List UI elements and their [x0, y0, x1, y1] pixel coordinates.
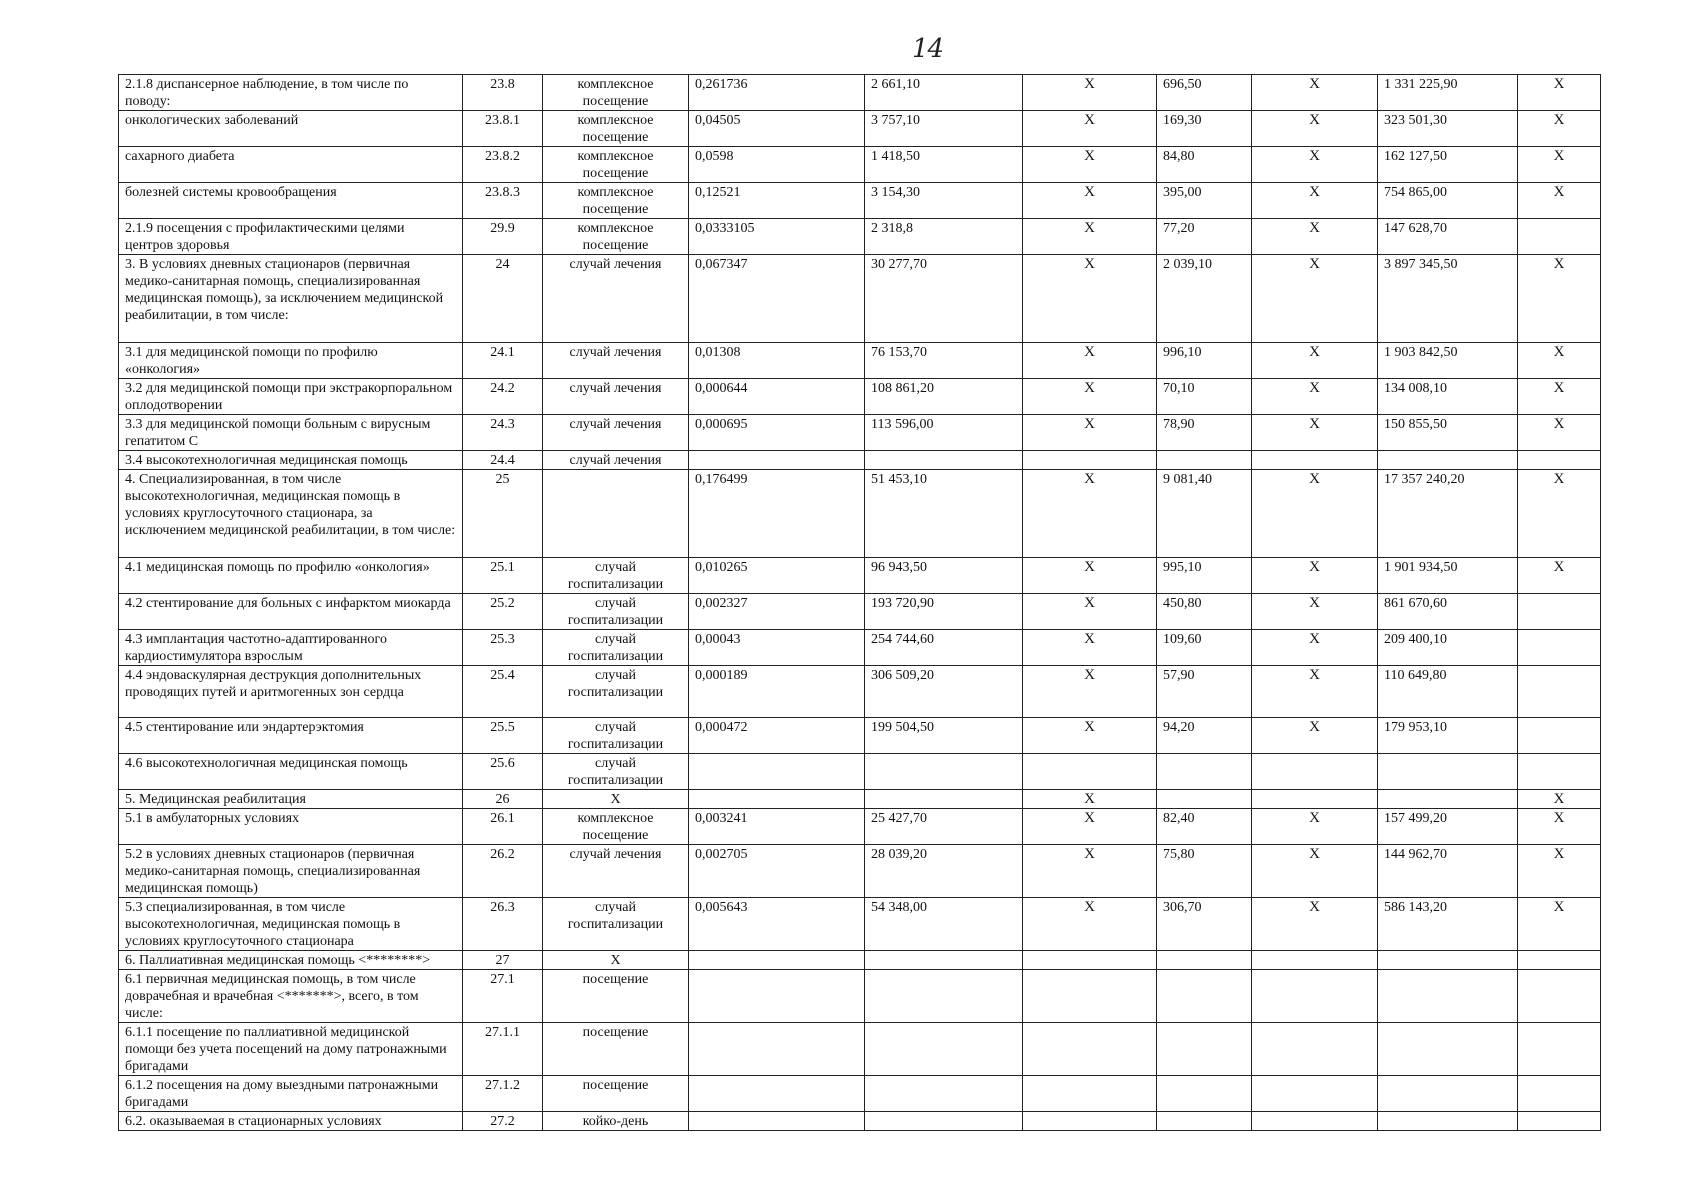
row-cost-value: 113 596,00	[865, 415, 1023, 451]
row-mark-3	[1518, 970, 1601, 1023]
row-unit: случай госпитализации	[543, 898, 689, 951]
row-code: 26.1	[463, 809, 543, 845]
row-code: 24	[463, 255, 543, 343]
row-amount-2: 323 501,30	[1378, 111, 1518, 147]
row-name: 4.1 медицинская помощь по профилю «онкология»	[119, 558, 463, 594]
row-mark-2: X	[1252, 75, 1378, 111]
row-unit: X	[543, 951, 689, 970]
row-name: 4.2 стентирование для больных с инфарктом миокарда	[119, 594, 463, 630]
row-unit: комплексное посещение	[543, 183, 689, 219]
row-cost-value: 28 039,20	[865, 845, 1023, 898]
row-amount-2	[1378, 970, 1518, 1023]
row-norm-value	[689, 951, 865, 970]
row-mark-1	[1023, 1023, 1157, 1076]
row-mark-3: X	[1518, 111, 1601, 147]
row-norm-value: 0,261736	[689, 75, 865, 111]
row-amount-2: 134 008,10	[1378, 379, 1518, 415]
row-mark-1: X	[1023, 898, 1157, 951]
row-mark-3: X	[1518, 147, 1601, 183]
row-mark-2: X	[1252, 718, 1378, 754]
table-row	[119, 183, 1601, 219]
row-mark-1	[1023, 1112, 1157, 1131]
row-amount-1: 169,30	[1157, 111, 1252, 147]
row-amount-1: 70,10	[1157, 379, 1252, 415]
row-mark-2: X	[1252, 845, 1378, 898]
row-mark-1: X	[1023, 75, 1157, 111]
table-row	[119, 219, 1601, 255]
row-amount-2: 754 865,00	[1378, 183, 1518, 219]
row-cost-value: 25 427,70	[865, 809, 1023, 845]
row-amount-1	[1157, 1076, 1252, 1112]
table-row	[119, 970, 1601, 1023]
row-amount-1: 996,10	[1157, 343, 1252, 379]
row-unit: случай госпитализации	[543, 754, 689, 790]
row-unit: X	[543, 790, 689, 809]
row-mark-2	[1252, 790, 1378, 809]
row-cost-value	[865, 970, 1023, 1023]
row-mark-1: X	[1023, 845, 1157, 898]
row-mark-1: X	[1023, 415, 1157, 451]
row-amount-1: 77,20	[1157, 219, 1252, 255]
row-mark-2: X	[1252, 898, 1378, 951]
row-amount-2	[1378, 1023, 1518, 1076]
row-norm-value: 0,04505	[689, 111, 865, 147]
row-amount-2: 1 901 934,50	[1378, 558, 1518, 594]
row-mark-2	[1252, 951, 1378, 970]
row-cost-value: 199 504,50	[865, 718, 1023, 754]
row-amount-2: 144 962,70	[1378, 845, 1518, 898]
row-amount-2: 157 499,20	[1378, 809, 1518, 845]
row-mark-3	[1518, 451, 1601, 470]
row-mark-2	[1252, 1076, 1378, 1112]
row-name: 2.1.8 диспансерное наблюдение, в том числе по поводу:	[119, 75, 463, 111]
row-code: 27.2	[463, 1112, 543, 1131]
row-mark-3	[1518, 718, 1601, 754]
row-norm-value: 0,00043	[689, 630, 865, 666]
row-unit: случай госпитализации	[543, 718, 689, 754]
row-norm-value: 0,002705	[689, 845, 865, 898]
row-cost-value	[865, 451, 1023, 470]
table-row	[119, 951, 1601, 970]
table-row	[119, 1076, 1601, 1112]
table-row	[119, 255, 1601, 343]
row-name: 4.6 высокотехнологичная медицинская помощь	[119, 754, 463, 790]
row-norm-value: 0,000644	[689, 379, 865, 415]
row-amount-1	[1157, 790, 1252, 809]
table-row	[119, 809, 1601, 845]
row-mark-1: X	[1023, 558, 1157, 594]
row-cost-value: 193 720,90	[865, 594, 1023, 630]
row-mark-2: X	[1252, 255, 1378, 343]
row-amount-1: 9 081,40	[1157, 470, 1252, 558]
row-mark-1: X	[1023, 343, 1157, 379]
row-mark-3	[1518, 630, 1601, 666]
row-unit: комплексное посещение	[543, 147, 689, 183]
table-row	[119, 845, 1601, 898]
row-mark-3: X	[1518, 183, 1601, 219]
row-mark-1	[1023, 951, 1157, 970]
row-name: 4.3 имплантация частотно-адаптированного кардиостимулятора взрослым	[119, 630, 463, 666]
row-amount-1: 57,90	[1157, 666, 1252, 718]
row-amount-1: 75,80	[1157, 845, 1252, 898]
row-mark-1: X	[1023, 666, 1157, 718]
row-code: 24.1	[463, 343, 543, 379]
row-code: 25.4	[463, 666, 543, 718]
table-row	[119, 343, 1601, 379]
row-mark-3: X	[1518, 415, 1601, 451]
row-mark-1	[1023, 1076, 1157, 1112]
row-norm-value	[689, 1112, 865, 1131]
row-mark-3	[1518, 1076, 1601, 1112]
row-mark-1: X	[1023, 594, 1157, 630]
row-name: 3.4 высокотехнологичная медицинская помощь	[119, 451, 463, 470]
row-name: 5.3 специализированная, в том числе высокотехнологичная, медицинская помощь в условиях круглосуточного стационара	[119, 898, 463, 951]
row-amount-2: 1 903 842,50	[1378, 343, 1518, 379]
row-mark-2: X	[1252, 809, 1378, 845]
row-name: 3.3 для медицинской помощи больным с вирусным гепатитом С	[119, 415, 463, 451]
row-cost-value: 51 453,10	[865, 470, 1023, 558]
row-cost-value: 76 153,70	[865, 343, 1023, 379]
row-name: 3. В условиях дневных стационаров (первичная медико-санитарная помощь, специализированная медицинская помощь), за исключением медицинской реабилитации, в том числе:	[119, 255, 463, 343]
row-cost-value: 306 509,20	[865, 666, 1023, 718]
row-mark-2: X	[1252, 111, 1378, 147]
row-cost-value: 30 277,70	[865, 255, 1023, 343]
row-amount-1	[1157, 970, 1252, 1023]
row-amount-2	[1378, 1112, 1518, 1131]
table-row	[119, 147, 1601, 183]
row-cost-value	[865, 754, 1023, 790]
row-mark-3	[1518, 219, 1601, 255]
row-norm-value	[689, 1023, 865, 1076]
row-cost-value: 108 861,20	[865, 379, 1023, 415]
row-amount-1: 94,20	[1157, 718, 1252, 754]
row-mark-2	[1252, 754, 1378, 790]
row-unit: комплексное посещение	[543, 219, 689, 255]
row-mark-3	[1518, 1112, 1601, 1131]
row-cost-value: 3 757,10	[865, 111, 1023, 147]
table-row	[119, 630, 1601, 666]
row-name: 3.1 для медицинской помощи по профилю «онкология»	[119, 343, 463, 379]
row-mark-1: X	[1023, 379, 1157, 415]
row-amount-2: 147 628,70	[1378, 219, 1518, 255]
row-amount-1: 78,90	[1157, 415, 1252, 451]
row-name: 4.4 эндоваскулярная деструкция дополнительных проводящих путей и аритмогенных зон сердца	[119, 666, 463, 718]
row-name: 6. Паллиативная медицинская помощь <********>	[119, 951, 463, 970]
row-mark-3	[1518, 951, 1601, 970]
row-unit: посещение	[543, 1023, 689, 1076]
row-cost-value: 54 348,00	[865, 898, 1023, 951]
row-amount-2: 3 897 345,50	[1378, 255, 1518, 343]
row-unit: случай лечения	[543, 845, 689, 898]
row-norm-value: 0,0598	[689, 147, 865, 183]
row-mark-1: X	[1023, 470, 1157, 558]
row-code: 23.8.3	[463, 183, 543, 219]
row-code: 25.1	[463, 558, 543, 594]
row-code: 24.2	[463, 379, 543, 415]
row-norm-value	[689, 754, 865, 790]
row-name: 3.2 для медицинской помощи при экстракорпоральном оплодотворении	[119, 379, 463, 415]
row-code: 23.8	[463, 75, 543, 111]
row-amount-2: 17 357 240,20	[1378, 470, 1518, 558]
row-amount-2: 179 953,10	[1378, 718, 1518, 754]
row-unit: случай госпитализации	[543, 594, 689, 630]
row-code: 26.2	[463, 845, 543, 898]
row-mark-2	[1252, 970, 1378, 1023]
row-mark-2: X	[1252, 343, 1378, 379]
row-norm-value: 0,005643	[689, 898, 865, 951]
page-number: 14	[912, 34, 944, 64]
row-norm-value	[689, 790, 865, 809]
row-amount-1	[1157, 1023, 1252, 1076]
row-amount-2	[1378, 790, 1518, 809]
row-mark-2: X	[1252, 415, 1378, 451]
row-name: 6.2. оказываемая в стационарных условиях	[119, 1112, 463, 1131]
row-mark-3	[1518, 1023, 1601, 1076]
row-mark-3	[1518, 754, 1601, 790]
row-mark-3: X	[1518, 255, 1601, 343]
row-name: 5.2 в условиях дневных стационаров (первичная медико-санитарная помощь, специализированная медицинская помощь)	[119, 845, 463, 898]
row-code: 23.8.1	[463, 111, 543, 147]
row-amount-1: 2 039,10	[1157, 255, 1252, 343]
row-amount-2	[1378, 451, 1518, 470]
row-name: 6.1.1 посещение по паллиативной медицинской помощи без учета посещений на дому патронажными бригадами	[119, 1023, 463, 1076]
row-amount-1: 109,60	[1157, 630, 1252, 666]
row-mark-2: X	[1252, 219, 1378, 255]
row-code: 27	[463, 951, 543, 970]
row-amount-2: 861 670,60	[1378, 594, 1518, 630]
row-unit: посещение	[543, 1076, 689, 1112]
table-row	[119, 898, 1601, 951]
row-mark-1: X	[1023, 718, 1157, 754]
row-unit: случай госпитализации	[543, 666, 689, 718]
row-norm-value: 0,0333105	[689, 219, 865, 255]
row-unit	[543, 470, 689, 558]
row-mark-2: X	[1252, 666, 1378, 718]
table-row	[119, 666, 1601, 718]
row-norm-value: 0,01308	[689, 343, 865, 379]
row-amount-2: 150 855,50	[1378, 415, 1518, 451]
row-code: 27.1	[463, 970, 543, 1023]
row-norm-value: 0,002327	[689, 594, 865, 630]
row-code: 23.8.2	[463, 147, 543, 183]
table-row	[119, 754, 1601, 790]
row-mark-1	[1023, 754, 1157, 790]
table-row	[119, 451, 1601, 470]
row-norm-value: 0,000472	[689, 718, 865, 754]
row-amount-1: 82,40	[1157, 809, 1252, 845]
row-code: 26	[463, 790, 543, 809]
row-mark-3: X	[1518, 845, 1601, 898]
row-mark-1: X	[1023, 255, 1157, 343]
row-unit: койко-день	[543, 1112, 689, 1131]
row-name: сахарного диабета	[119, 147, 463, 183]
row-amount-1: 395,00	[1157, 183, 1252, 219]
row-mark-1: X	[1023, 219, 1157, 255]
row-name: 6.1.2 посещения на дому выездными патронажными бригадами	[119, 1076, 463, 1112]
row-norm-value: 0,067347	[689, 255, 865, 343]
row-mark-1	[1023, 970, 1157, 1023]
table-row	[119, 1023, 1601, 1076]
table-row	[119, 111, 1601, 147]
row-amount-2	[1378, 951, 1518, 970]
row-mark-2: X	[1252, 147, 1378, 183]
row-name: 5. Медицинская реабилитация	[119, 790, 463, 809]
row-unit: комплексное посещение	[543, 75, 689, 111]
medical-care-norms-table	[118, 74, 1601, 1131]
table-row	[119, 470, 1601, 558]
row-amount-1	[1157, 1112, 1252, 1131]
row-amount-1: 306,70	[1157, 898, 1252, 951]
row-code: 27.1.2	[463, 1076, 543, 1112]
row-mark-2: X	[1252, 183, 1378, 219]
row-name: 2.1.9 посещения с профилактическими целями центров здоровья	[119, 219, 463, 255]
row-mark-1: X	[1023, 630, 1157, 666]
row-norm-value: 0,12521	[689, 183, 865, 219]
row-code: 25.3	[463, 630, 543, 666]
row-cost-value	[865, 1076, 1023, 1112]
row-name: 6.1 первичная медицинская помощь, в том числе доврачебная и врачебная <*******>, всего, в том числе:	[119, 970, 463, 1023]
row-unit: комплексное посещение	[543, 111, 689, 147]
row-mark-3: X	[1518, 558, 1601, 594]
row-cost-value: 1 418,50	[865, 147, 1023, 183]
row-cost-value	[865, 951, 1023, 970]
row-unit: случай лечения	[543, 451, 689, 470]
row-amount-2: 162 127,50	[1378, 147, 1518, 183]
row-name: 5.1 в амбулаторных условиях	[119, 809, 463, 845]
row-amount-1: 84,80	[1157, 147, 1252, 183]
row-mark-3: X	[1518, 790, 1601, 809]
row-code: 26.3	[463, 898, 543, 951]
row-mark-3: X	[1518, 470, 1601, 558]
row-code: 27.1.1	[463, 1023, 543, 1076]
table-row	[119, 379, 1601, 415]
row-mark-3: X	[1518, 379, 1601, 415]
row-norm-value: 0,000189	[689, 666, 865, 718]
table-row	[119, 718, 1601, 754]
row-norm-value	[689, 1076, 865, 1112]
row-mark-2: X	[1252, 594, 1378, 630]
row-mark-1: X	[1023, 809, 1157, 845]
row-amount-1: 450,80	[1157, 594, 1252, 630]
row-code: 25.5	[463, 718, 543, 754]
row-mark-2: X	[1252, 630, 1378, 666]
row-code: 25.2	[463, 594, 543, 630]
row-cost-value	[865, 1112, 1023, 1131]
row-amount-2	[1378, 754, 1518, 790]
row-name: онкологических заболеваний	[119, 111, 463, 147]
row-cost-value: 2 318,8	[865, 219, 1023, 255]
row-name: 4. Специализированная, в том числе высокотехнологичная, медицинская помощь в условиях круглосуточного стационара, за исключением медицинской реабилитации, в том числе:	[119, 470, 463, 558]
table-row	[119, 558, 1601, 594]
row-norm-value: 0,003241	[689, 809, 865, 845]
row-norm-value	[689, 970, 865, 1023]
row-code: 25.6	[463, 754, 543, 790]
row-unit: посещение	[543, 970, 689, 1023]
row-unit: комплексное посещение	[543, 809, 689, 845]
row-name: болезней системы кровообращения	[119, 183, 463, 219]
row-code: 25	[463, 470, 543, 558]
row-norm-value: 0,000695	[689, 415, 865, 451]
row-norm-value	[689, 451, 865, 470]
row-cost-value: 2 661,10	[865, 75, 1023, 111]
row-cost-value: 254 744,60	[865, 630, 1023, 666]
row-amount-2	[1378, 1076, 1518, 1112]
row-unit: случай госпитализации	[543, 630, 689, 666]
table-row	[119, 594, 1601, 630]
row-mark-3	[1518, 594, 1601, 630]
row-mark-2: X	[1252, 558, 1378, 594]
row-amount-2: 110 649,80	[1378, 666, 1518, 718]
row-mark-1: X	[1023, 790, 1157, 809]
row-norm-value: 0,010265	[689, 558, 865, 594]
row-amount-2: 586 143,20	[1378, 898, 1518, 951]
row-cost-value	[865, 790, 1023, 809]
row-code: 24.4	[463, 451, 543, 470]
row-mark-2	[1252, 1112, 1378, 1131]
row-amount-1: 995,10	[1157, 558, 1252, 594]
row-amount-1: 696,50	[1157, 75, 1252, 111]
row-amount-2: 1 331 225,90	[1378, 75, 1518, 111]
row-code: 24.3	[463, 415, 543, 451]
row-norm-value: 0,176499	[689, 470, 865, 558]
row-unit: случай лечения	[543, 415, 689, 451]
row-mark-2	[1252, 1023, 1378, 1076]
table-row	[119, 1112, 1601, 1131]
table-row	[119, 415, 1601, 451]
row-cost-value: 96 943,50	[865, 558, 1023, 594]
row-unit: случай лечения	[543, 255, 689, 343]
row-cost-value: 3 154,30	[865, 183, 1023, 219]
row-amount-1	[1157, 451, 1252, 470]
row-mark-1	[1023, 451, 1157, 470]
row-mark-3	[1518, 666, 1601, 718]
row-mark-2	[1252, 451, 1378, 470]
row-code: 29.9	[463, 219, 543, 255]
row-amount-1	[1157, 754, 1252, 790]
row-mark-2: X	[1252, 470, 1378, 558]
row-mark-3: X	[1518, 898, 1601, 951]
row-mark-3: X	[1518, 809, 1601, 845]
row-unit: случай госпитализации	[543, 558, 689, 594]
row-cost-value	[865, 1023, 1023, 1076]
row-mark-2: X	[1252, 379, 1378, 415]
table-row	[119, 75, 1601, 111]
row-amount-1	[1157, 951, 1252, 970]
row-mark-3: X	[1518, 75, 1601, 111]
row-mark-1: X	[1023, 111, 1157, 147]
row-amount-2: 209 400,10	[1378, 630, 1518, 666]
row-mark-1: X	[1023, 183, 1157, 219]
row-mark-3: X	[1518, 343, 1601, 379]
table-row	[119, 790, 1601, 809]
row-mark-1: X	[1023, 147, 1157, 183]
row-unit: случай лечения	[543, 343, 689, 379]
row-unit: случай лечения	[543, 379, 689, 415]
row-name: 4.5 стентирование или эндартерэктомия	[119, 718, 463, 754]
